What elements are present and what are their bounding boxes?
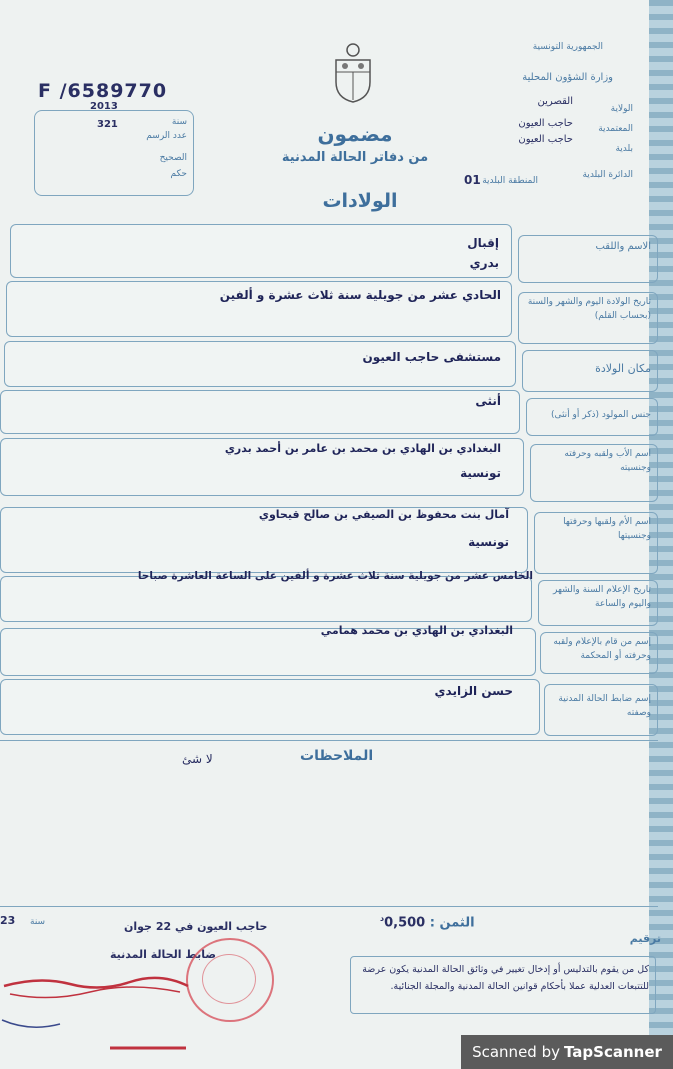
footer-year-label: سنة: [30, 917, 46, 927]
separator-remarks: [0, 740, 658, 741]
remarks-value: لا شئ: [182, 752, 213, 766]
price-value: 0,500: [384, 915, 426, 931]
title-main: مضمون: [317, 122, 393, 146]
field-value-father-nationality: تونسية: [460, 466, 501, 480]
field-value-declarant: البغدادي بن الهادي بن محمد همامي: [320, 624, 513, 637]
registration-year: 2013: [90, 101, 118, 112]
officer-signature-title: ضابط الحالة المدنية: [110, 948, 217, 961]
field-value-officer: حسن الزايدي: [434, 684, 513, 698]
footer-year-value: 23: [0, 914, 16, 927]
title-sub: من دفاتر الحالة المدنية: [281, 150, 429, 165]
separator-footer: [0, 906, 658, 907]
field-label-name: الاسم واللقب: [518, 235, 658, 283]
footer-place-date: حاجب العيون في 22 جوان: [124, 920, 268, 933]
district-label: الدائرة البلدية: [582, 170, 633, 180]
registration-box: [34, 101, 194, 196]
signature-scribble: [0, 958, 190, 1058]
republic-label: الجمهورية التونسية: [532, 42, 603, 52]
price: [380, 914, 475, 930]
field-label-sex: جنس المولود (ذكر أو أنثى): [526, 398, 658, 436]
municipal-area-value: 01: [464, 173, 481, 187]
state-value-1: القصرين: [537, 96, 573, 107]
remarks-label: الملاحظات: [300, 748, 374, 764]
coat-of-arms-icon: [330, 42, 376, 104]
warning-text: كل من يقوم بالتدليس أو إدخال تغيير في وثائق الحالة المدنية يكون عرضة للتتبعات العدلية عملا بأحكام قوانين الحالة المدنية والمجلة الجنائية.: [362, 964, 649, 992]
left-label-2: عدد الرسم: [146, 131, 187, 141]
state-value-2: حاجب العيون: [518, 118, 573, 129]
left-label-4: حكم: [170, 169, 187, 179]
section-title: الولادات: [322, 190, 398, 212]
field-label-officer: إسم ضابط الحالة المدنية وصفته: [544, 684, 658, 736]
field-value-father-name: البغدادي بن الهادي بن محمد بن عامر بن أحمد بدري: [224, 442, 501, 455]
field-label-declaration-date: تاريخ الإعلام السنة والشهر واليوم والساعة: [538, 580, 658, 626]
state-line-1: الولاية: [610, 104, 633, 114]
registration-number: 321: [97, 119, 118, 130]
field-label-birth-place: مكان الولادة: [522, 350, 658, 392]
left-label-1: سنة: [171, 117, 187, 127]
field-value-name-last: بدري: [469, 256, 499, 270]
field-box-name: [10, 224, 512, 278]
scanner-prefix: Scanned by: [472, 1043, 560, 1061]
state-line-3: بلدية: [615, 144, 633, 154]
field-value-mother-nationality: تونسية: [468, 535, 509, 549]
field-box-sex: [0, 390, 520, 434]
serial-number: F /6589770: [38, 80, 168, 102]
field-value-declaration-date: الخامس عشر من جويلية سنة ثلاث عشرة و ألفين على الساعة العاشرة صباحا: [137, 570, 533, 582]
field-label-birth-date: تاريخ الولادة اليوم والشهر والسنة (بحساب القلم): [518, 292, 658, 344]
state-value-3: حاجب العيون: [518, 134, 573, 145]
field-box-birth-place: [4, 341, 516, 387]
field-value-birth-place: مستشفى حاجب العيون: [362, 350, 501, 364]
field-label-mother: اسم الأم ولقبها وحرفتها وجنسيتها: [534, 512, 658, 574]
tarqim-label: ترقيم: [629, 932, 661, 945]
municipal-area-label: المنطقة البلدية: [482, 176, 538, 186]
field-label-father: اسم الأب ولقبه وحرفته وجنسيته: [530, 444, 658, 502]
ministry-label: وزارة الشؤون المحلية: [522, 72, 613, 83]
warning-box: [350, 956, 656, 1014]
field-box-declaration-date: [0, 576, 532, 622]
field-value-birth-date: الحادي عشر من جويلية سنة ثلاث عشرة و ألفين: [219, 288, 501, 302]
field-value-name-first: إقبال: [467, 236, 499, 250]
price-label: الثمن :: [429, 915, 475, 931]
field-value-sex: أنثى: [475, 394, 501, 408]
field-value-mother-name: آمال بنت محفوظ بن الصيفي بن صالح قيحاوي: [258, 508, 509, 521]
price-unit: د: [380, 914, 385, 923]
scanner-watermark: [461, 1035, 673, 1069]
left-label-3: الصحيح: [159, 153, 187, 163]
scanner-brand: TapScanner: [563, 1043, 662, 1061]
state-line-2: المعتمدية: [598, 124, 633, 134]
field-label-declarant: إسم من قام بالإعلام ولقبه وحرفته أو المحكمة: [540, 632, 658, 674]
official-stamp: [186, 938, 274, 1022]
official-stamp-inner: [202, 954, 256, 1004]
